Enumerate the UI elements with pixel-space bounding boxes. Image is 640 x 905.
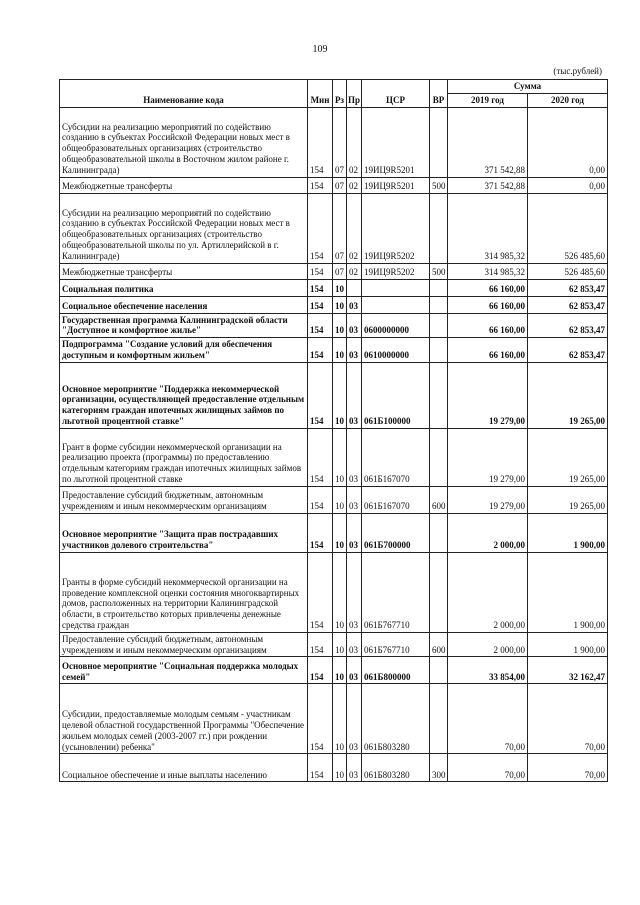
- budget-table: [59, 79, 608, 782]
- row-name: Грант в форме субсидии некоммерческой организации на реализацию проекта (программы) по предоставлению отдельным категориям граждан ипотечных жилищных займов по льготной процентной ставке: [60, 428, 308, 486]
- table-row: [60, 362, 608, 428]
- row-2019: 2 000,00: [448, 552, 528, 632]
- row-pr: 02: [347, 263, 362, 279]
- row-vr: [430, 193, 448, 263]
- row-2019: 314 985,32: [448, 193, 528, 263]
- row-2020: 19 265,00: [528, 428, 608, 486]
- row-2020: 62 853,47: [528, 338, 608, 363]
- row-vr: 500: [430, 177, 448, 193]
- row-2020: 62 853,47: [528, 313, 608, 338]
- row-rz: 10: [333, 296, 347, 313]
- table-row: [60, 313, 608, 338]
- row-min: 154: [308, 428, 333, 486]
- row-2020: 526 485,60: [528, 263, 608, 279]
- row-min: 154: [308, 754, 333, 782]
- row-min: 154: [308, 486, 333, 513]
- row-pr: [347, 279, 362, 296]
- table-row: [60, 486, 608, 513]
- row-min: 154: [308, 313, 333, 338]
- row-rz: 07: [333, 193, 347, 263]
- row-pr: 03: [347, 428, 362, 486]
- row-vr: [430, 513, 448, 552]
- row-vr: [430, 552, 448, 632]
- row-pr: 03: [347, 684, 362, 754]
- row-name: Предоставление субсидий бюджетным, автономным учреждениям и иным некоммерческим организациям: [60, 486, 308, 513]
- row-vr: [430, 313, 448, 338]
- row-vr: 600: [430, 632, 448, 657]
- row-min: 154: [308, 684, 333, 754]
- row-csr: 061Б767710: [362, 552, 430, 632]
- row-rz: 10: [333, 552, 347, 632]
- row-2019: 33 854,00: [448, 657, 528, 684]
- row-min: 154: [308, 107, 333, 177]
- row-2019: 66 160,00: [448, 313, 528, 338]
- row-2020: 62 853,47: [528, 279, 608, 296]
- row-csr: [362, 296, 430, 313]
- row-pr: 03: [347, 552, 362, 632]
- row-2019: 371 542,88: [448, 177, 528, 193]
- table-body: [60, 107, 608, 782]
- table-row: [60, 684, 608, 754]
- row-rz: 10: [333, 657, 347, 684]
- row-pr: 02: [347, 193, 362, 263]
- header-rz: Рз: [333, 80, 347, 108]
- row-min: 154: [308, 513, 333, 552]
- row-vr: [430, 657, 448, 684]
- row-vr: [430, 296, 448, 313]
- row-2020: 19 265,00: [528, 486, 608, 513]
- row-csr: 061Б803280: [362, 684, 430, 754]
- row-rz: 10: [333, 754, 347, 782]
- row-name: Гранты в форме субсидий некоммерческой организации на проведение комплексной оценки состояния многоквартирных домов, расположенных на территории Калининградской области, в строительство которых привлечены денежные средства граждан: [60, 552, 308, 632]
- row-2020: 70,00: [528, 754, 608, 782]
- table-row: [60, 428, 608, 486]
- table-row: [60, 338, 608, 363]
- row-2019: 2 000,00: [448, 632, 528, 657]
- row-min: 154: [308, 632, 333, 657]
- row-pr: 02: [347, 177, 362, 193]
- table-row: [60, 657, 608, 684]
- row-rz: 10: [333, 338, 347, 363]
- table-row: [60, 193, 608, 263]
- row-csr: 19ИЦ9R5202: [362, 193, 430, 263]
- row-2019: 70,00: [448, 754, 528, 782]
- row-2019: 66 160,00: [448, 296, 528, 313]
- row-2019: 314 985,32: [448, 263, 528, 279]
- table-row: [60, 263, 608, 279]
- units-label: (тыс.рублей): [553, 66, 602, 76]
- row-min: 154: [308, 263, 333, 279]
- row-csr: 19ИЦ9R5201: [362, 177, 430, 193]
- row-pr: 03: [347, 657, 362, 684]
- row-2020: 526 485,60: [528, 193, 608, 263]
- row-csr: [362, 279, 430, 296]
- row-csr: 061Б167070: [362, 486, 430, 513]
- header-sum: Сумма: [448, 80, 608, 94]
- page-number: 109: [312, 44, 328, 55]
- row-rz: 10: [333, 486, 347, 513]
- row-csr: 0610000000: [362, 338, 430, 363]
- row-vr: 500: [430, 263, 448, 279]
- row-name: Межбюджетные трансферты: [60, 263, 308, 279]
- row-2020: 1 900,00: [528, 513, 608, 552]
- row-2019: 19 279,00: [448, 486, 528, 513]
- header-2020: 2020 год: [528, 93, 608, 107]
- row-min: 154: [308, 552, 333, 632]
- table-row: [60, 632, 608, 657]
- row-2020: 1 900,00: [528, 552, 608, 632]
- row-vr: [430, 362, 448, 428]
- row-csr: 061Б167070: [362, 428, 430, 486]
- row-pr: 03: [347, 313, 362, 338]
- header-vr: ВР: [430, 80, 448, 108]
- row-csr: 0600000000: [362, 313, 430, 338]
- row-pr: 03: [347, 513, 362, 552]
- table-row: [60, 107, 608, 177]
- row-vr: [430, 279, 448, 296]
- row-name: Основное мероприятие "Защита прав пострадавших участников долевого строительства": [60, 513, 308, 552]
- row-2019: 19 279,00: [448, 362, 528, 428]
- row-2019: 66 160,00: [448, 338, 528, 363]
- row-pr: 03: [347, 338, 362, 363]
- row-min: 154: [308, 657, 333, 684]
- row-2020: 19 265,00: [528, 362, 608, 428]
- row-csr: 061Б803280: [362, 754, 430, 782]
- row-rz: 10: [333, 632, 347, 657]
- header-min: Мин: [308, 80, 333, 108]
- row-rz: 10: [333, 279, 347, 296]
- table-row: [60, 279, 608, 296]
- table-row: [60, 177, 608, 193]
- table-row: [60, 754, 608, 782]
- row-csr: 061Б100000: [362, 362, 430, 428]
- header-name: Наименование кода: [60, 80, 308, 108]
- row-pr: 03: [347, 296, 362, 313]
- row-vr: [430, 428, 448, 486]
- row-rz: 10: [333, 362, 347, 428]
- table-row: [60, 296, 608, 313]
- row-2019: 371 542,88: [448, 107, 528, 177]
- row-min: 154: [308, 362, 333, 428]
- header-2019: 2019 год: [448, 93, 528, 107]
- row-rz: 10: [333, 428, 347, 486]
- row-min: 154: [308, 279, 333, 296]
- row-csr: 061Б700000: [362, 513, 430, 552]
- header-csr: ЦСР: [362, 80, 430, 108]
- row-name: Межбюджетные трансферты: [60, 177, 308, 193]
- row-pr: 02: [347, 107, 362, 177]
- row-min: 154: [308, 177, 333, 193]
- row-name: Социальное обеспечение и иные выплаты населению: [60, 754, 308, 782]
- row-name: Субсидии на реализацию мероприятий по содействию созданию в субъектах Российской Федерации новых мест в общеобразовательных организациях (строительство общеобразовательной школы по ул. Артиллерийской в г. Калининграде): [60, 193, 308, 263]
- row-2019: 70,00: [448, 684, 528, 754]
- row-rz: 10: [333, 684, 347, 754]
- row-2020: 70,00: [528, 684, 608, 754]
- row-name: Социальная политика: [60, 279, 308, 296]
- row-2019: 19 279,00: [448, 428, 528, 486]
- row-2020: 0,00: [528, 107, 608, 177]
- row-pr: 03: [347, 362, 362, 428]
- row-name: Субсидии на реализацию мероприятий по содействию созданию в субъектах Российской Федерации новых мест в общеобразовательных организациях (строительство общеобразовательной школы в Восточном жилом районе г. Калининграда): [60, 107, 308, 177]
- table-row: [60, 552, 608, 632]
- row-name: Государственная программа Калининградской области "Доступное и комфортное жилье": [60, 313, 308, 338]
- row-csr: 061Б767710: [362, 632, 430, 657]
- row-rz: 10: [333, 313, 347, 338]
- row-2020: 0,00: [528, 177, 608, 193]
- row-name: Основное мероприятие "Социальная поддержка молодых семей": [60, 657, 308, 684]
- row-2020: 62 853,47: [528, 296, 608, 313]
- row-min: 154: [308, 193, 333, 263]
- row-csr: 19ИЦ9R5201: [362, 107, 430, 177]
- row-2019: 2 000,00: [448, 513, 528, 552]
- row-csr: 19ИЦ9R5202: [362, 263, 430, 279]
- row-name: Подпрограмма "Создание условий для обеспечения доступным и комфортным жильем": [60, 338, 308, 363]
- row-pr: 03: [347, 754, 362, 782]
- row-vr: [430, 338, 448, 363]
- row-name: Субсидии, предоставляемые молодым семьям - участникам целевой областной государственной Программы "Обеспечение жильем молодых семей (2003-2007 гг.) при рождении (усыновлении) ребенка": [60, 684, 308, 754]
- row-name: Предоставление субсидий бюджетным, автономным учреждениям и иным некоммерческим организациям: [60, 632, 308, 657]
- row-2020: 1 900,00: [528, 632, 608, 657]
- row-vr: 600: [430, 486, 448, 513]
- row-vr: [430, 107, 448, 177]
- row-2020: 32 162,47: [528, 657, 608, 684]
- row-rz: 10: [333, 513, 347, 552]
- header-pr: Пр: [347, 80, 362, 108]
- row-rz: 07: [333, 263, 347, 279]
- row-min: 154: [308, 296, 333, 313]
- row-min: 154: [308, 338, 333, 363]
- row-2019: 66 160,00: [448, 279, 528, 296]
- row-vr: 300: [430, 754, 448, 782]
- row-vr: [430, 684, 448, 754]
- row-rz: 07: [333, 107, 347, 177]
- row-name: Основное мероприятие "Поддержка некоммерческой организации, осуществляющей предоставление отдельным категориям граждан ипотечных жилищных займов по льготной процентной ставке": [60, 362, 308, 428]
- row-name: Социальное обеспечение населения: [60, 296, 308, 313]
- row-csr: 061Б800000: [362, 657, 430, 684]
- row-pr: 03: [347, 486, 362, 513]
- row-pr: 03: [347, 632, 362, 657]
- table-row: [60, 513, 608, 552]
- row-rz: 07: [333, 177, 347, 193]
